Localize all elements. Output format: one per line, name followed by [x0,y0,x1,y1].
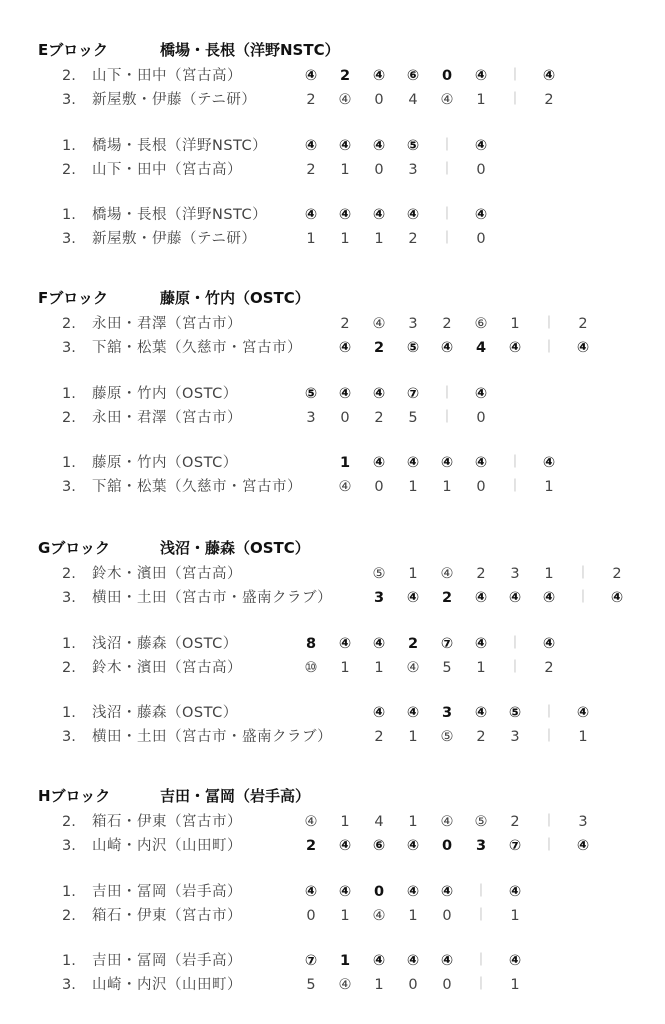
block-name: Fブロック [38,289,108,307]
player-rank: 2. [62,814,76,830]
player-rank: 3. [62,590,76,606]
game-score: 1 [340,231,350,247]
match-row [0,725,665,749]
game-score: 3 [578,814,588,830]
game-score: ④ [406,953,420,969]
score-separator: ｜ [542,729,556,744]
game-score: 5 [306,977,316,993]
game-score: ④ [304,884,318,900]
game-score: ④ [406,590,420,606]
game-score: 1 [510,977,520,993]
block-name: Gブロック [38,539,111,557]
game-score: 2 [407,636,419,652]
game-score: 2 [306,162,316,178]
match-row [0,312,665,336]
block-leader: 吉田・冨岡（岩手高） [160,787,311,805]
player-rank: 2. [62,410,76,426]
game-score: ④ [304,207,318,223]
game-score: ④ [474,138,488,154]
game-score: 2 [374,729,384,745]
game-score: ④ [440,455,454,471]
game-score: ④ [372,705,386,721]
game-score: ④ [576,705,590,721]
score-separator: ｜ [474,908,488,923]
game-score: ④ [440,566,454,582]
pair-name: 下舘・松葉（久慈市・宮古市） [92,340,302,356]
score-separator: ｜ [508,636,522,651]
block-header [38,286,310,310]
game-score: 3 [510,566,520,582]
pair-name: 山崎・内沢（山田町） [92,838,242,854]
game-score: 0 [374,162,384,178]
game-score: ④ [372,386,386,402]
game-score: ④ [474,207,488,223]
score-separator: ｜ [542,340,556,355]
player-rank: 2. [62,660,76,676]
match-row [0,382,665,406]
player-rank: 1. [62,705,76,721]
game-score: 3 [510,729,520,745]
game-score: 0 [374,479,384,495]
game-score: 8 [305,636,317,652]
player-rank: 1. [62,636,76,652]
game-score: 0 [374,92,384,108]
game-score: ④ [372,207,386,223]
game-score: ④ [338,340,352,356]
game-score: 4 [408,92,418,108]
game-score: 1 [510,908,520,924]
match-row [0,64,665,88]
game-score: ④ [542,590,556,606]
player-rank: 2. [62,566,76,582]
game-score: 4 [475,340,487,356]
game-score: ④ [372,953,386,969]
game-score: ④ [576,838,590,854]
pair-name: 山下・田中（宮古高） [92,162,242,178]
game-score: 1 [374,660,384,676]
game-score: 0 [442,977,452,993]
score-separator: ｜ [440,207,454,222]
player-rank: 2. [62,68,76,84]
game-score: 1 [306,231,316,247]
game-score: 2 [544,660,554,676]
game-score: 0 [476,231,486,247]
game-score: ④ [474,705,488,721]
game-score: 2 [476,566,486,582]
player-rank: 3. [62,977,76,993]
game-score: 1 [340,162,350,178]
game-score: 1 [408,908,418,924]
game-score: ④ [338,207,352,223]
player-rank: 1. [62,884,76,900]
game-score: 1 [476,92,486,108]
game-score: ④ [304,138,318,154]
game-score: ④ [542,455,556,471]
player-rank: 2. [62,908,76,924]
player-rank: 2. [62,162,76,178]
game-score: ④ [338,92,352,108]
score-separator: ｜ [474,977,488,992]
game-score: 1 [578,729,588,745]
game-score: 0 [441,838,453,854]
player-rank: 1. [62,953,76,969]
game-score: 0 [306,908,316,924]
score-separator: ｜ [542,316,556,331]
game-score: 3 [408,162,418,178]
game-score: 0 [340,410,350,426]
game-score: ④ [610,590,624,606]
score-separator: ｜ [542,814,556,829]
player-rank: 3. [62,479,76,495]
pair-name: 下舘・松葉（久慈市・宮古市） [92,479,302,495]
game-score: 2 [374,410,384,426]
pair-name: 新屋敷・伊藤（テニ研） [92,231,257,247]
game-score: 1 [408,814,418,830]
score-separator: ｜ [542,838,556,853]
pair-name: 浅沼・藤森（OSTC） [92,636,238,652]
game-score: 1 [340,660,350,676]
game-score: 1 [544,566,554,582]
game-score: ⑦ [304,953,318,969]
score-separator: ｜ [440,231,454,246]
game-score: ④ [338,838,352,854]
game-score: 3 [475,838,487,854]
game-score: 1 [339,455,351,471]
game-score: 1 [476,660,486,676]
game-score: ④ [338,884,352,900]
game-score: ④ [372,908,386,924]
game-score: 0 [476,410,486,426]
score-separator: ｜ [508,479,522,494]
game-score: ④ [440,884,454,900]
game-score: 3 [408,316,418,332]
score-separator: ｜ [440,410,454,425]
game-score: 2 [340,316,350,332]
game-score: ④ [508,953,522,969]
game-score: ④ [406,838,420,854]
game-score: ④ [508,590,522,606]
game-score: ④ [372,636,386,652]
pair-name: 鈴木・濱田（宮古高） [92,660,242,676]
match-row [0,834,665,858]
game-score: ④ [406,705,420,721]
pair-name: 永田・君澤（宮古市） [92,316,242,332]
game-score: 2 [510,814,520,830]
pair-name: 箱石・伊東（宮古市） [92,908,242,924]
game-score: ⑩ [304,660,318,676]
game-score: ⑤ [474,814,488,830]
player-rank: 1. [62,455,76,471]
match-row [0,406,665,430]
game-score: 1 [340,908,350,924]
match-row [0,475,665,499]
game-score: ④ [474,455,488,471]
game-score: 5 [442,660,452,676]
game-score: ④ [440,814,454,830]
game-score: ④ [338,386,352,402]
game-score: 1 [408,729,418,745]
match-row [0,562,665,586]
game-score: ④ [338,977,352,993]
score-separator: ｜ [576,566,590,581]
score-separator: ｜ [474,953,488,968]
pair-name: 永田・君澤（宮古市） [92,410,242,426]
game-score: 2 [544,92,554,108]
game-score: 5 [408,410,418,426]
match-row [0,880,665,904]
block-leader: 浅沼・藤森（OSTC） [160,539,310,557]
game-score: 4 [374,814,384,830]
score-separator: ｜ [508,92,522,107]
game-score: 2 [373,340,385,356]
score-separator: ｜ [576,590,590,605]
match-row [0,88,665,112]
pair-name: 横田・土田（宮古市・盛南クラブ） [92,590,333,606]
game-score: ④ [304,68,318,84]
pair-name: 新屋敷・伊藤（テニ研） [92,92,257,108]
game-score: 3 [373,590,385,606]
block-name: Hブロック [38,787,111,805]
block-header [38,784,310,808]
game-score: ⑥ [406,68,420,84]
game-score: ④ [372,316,386,332]
match-row [0,451,665,475]
game-score: 3 [441,705,453,721]
game-score: ④ [304,814,318,830]
game-score: 2 [305,838,317,854]
game-score: ⑤ [304,386,318,402]
score-separator: ｜ [474,884,488,899]
game-score: 2 [612,566,622,582]
player-rank: 3. [62,92,76,108]
pair-name: 山崎・内沢（山田町） [92,977,242,993]
game-score: ⑤ [406,138,420,154]
player-rank: 3. [62,729,76,745]
player-rank: 1. [62,386,76,402]
score-separator: ｜ [440,138,454,153]
game-score: 1 [408,566,418,582]
score-separator: ｜ [542,705,556,720]
game-score: 1 [374,231,384,247]
pair-name: 橋場・長根（洋野NSTC） [92,138,268,154]
game-score: ④ [406,660,420,676]
game-score: ⑦ [508,838,522,854]
pair-name: 箱石・伊東（宮古市） [92,814,242,830]
game-score: 0 [441,68,453,84]
game-score: ⑤ [508,705,522,721]
game-score: ④ [406,207,420,223]
game-score: 0 [476,479,486,495]
game-score: ④ [542,68,556,84]
game-score: ⑦ [406,386,420,402]
match-row [0,904,665,928]
game-score: ⑥ [474,316,488,332]
pair-name: 浅沼・藤森（OSTC） [92,705,238,721]
game-score: 1 [544,479,554,495]
player-rank: 3. [62,231,76,247]
game-score: 2 [306,92,316,108]
game-score: ④ [474,68,488,84]
block-leader: 藤原・竹内（OSTC） [160,289,310,307]
game-score: 2 [339,68,351,84]
player-rank: 1. [62,207,76,223]
game-score: ⑤ [372,566,386,582]
game-score: 0 [476,162,486,178]
pair-name: 横田・土田（宮古市・盛南クラブ） [92,729,333,745]
game-score: 2 [578,316,588,332]
match-row [0,227,665,251]
score-separator: ｜ [440,162,454,177]
game-score: 2 [442,316,452,332]
game-score: ④ [338,636,352,652]
score-separator: ｜ [508,455,522,470]
pair-name: 藤原・竹内（OSTC） [92,386,238,402]
match-row [0,973,665,997]
game-score: ④ [474,386,488,402]
match-row [0,336,665,360]
pair-name: 橋場・長根（洋野NSTC） [92,207,268,223]
game-score: ④ [338,138,352,154]
game-score: ④ [338,479,352,495]
pair-name: 山下・田中（宮古高） [92,68,242,84]
block-header [38,38,340,62]
game-score: ④ [440,953,454,969]
game-score: ④ [406,455,420,471]
match-row [0,632,665,656]
game-score: ④ [440,92,454,108]
match-row [0,656,665,680]
game-score: ④ [542,636,556,652]
match-row [0,158,665,182]
game-score: 1 [339,953,351,969]
game-score: 1 [374,977,384,993]
block-name: Eブロック [38,41,108,59]
game-score: ⑤ [440,729,454,745]
score-separator: ｜ [440,386,454,401]
player-rank: 1. [62,138,76,154]
game-score: 0 [373,884,385,900]
pair-name: 吉田・冨岡（岩手高） [92,953,242,969]
match-row [0,810,665,834]
game-score: 1 [442,479,452,495]
game-score: ④ [372,68,386,84]
score-separator: ｜ [508,68,522,83]
pair-name: 吉田・冨岡（岩手高） [92,884,242,900]
game-score: 2 [408,231,418,247]
game-score: ④ [474,636,488,652]
pair-name: 鈴木・濱田（宮古高） [92,566,242,582]
game-score: 1 [408,479,418,495]
match-row [0,134,665,158]
game-score: 2 [476,729,486,745]
game-score: 1 [340,814,350,830]
game-score: 0 [442,908,452,924]
match-row [0,701,665,725]
player-rank: 3. [62,340,76,356]
score-separator: ｜ [508,660,522,675]
game-score: ④ [372,455,386,471]
match-row [0,203,665,227]
game-score: ④ [508,340,522,356]
match-row [0,586,665,610]
game-score: 3 [306,410,316,426]
game-score: ④ [576,340,590,356]
game-score: ⑥ [372,838,386,854]
game-score: ④ [474,590,488,606]
game-score: ⑦ [440,636,454,652]
match-row [0,949,665,973]
game-score: ④ [440,340,454,356]
block-leader: 橋場・長根（洋野NSTC） [160,41,340,59]
game-score: 2 [441,590,453,606]
game-score: ⑤ [406,340,420,356]
game-score: ④ [508,884,522,900]
game-score: ④ [406,884,420,900]
game-score: 0 [408,977,418,993]
pair-name: 藤原・竹内（OSTC） [92,455,238,471]
player-rank: 3. [62,838,76,854]
player-rank: 2. [62,316,76,332]
game-score: ④ [372,138,386,154]
game-score: 1 [510,316,520,332]
block-header [38,536,310,560]
